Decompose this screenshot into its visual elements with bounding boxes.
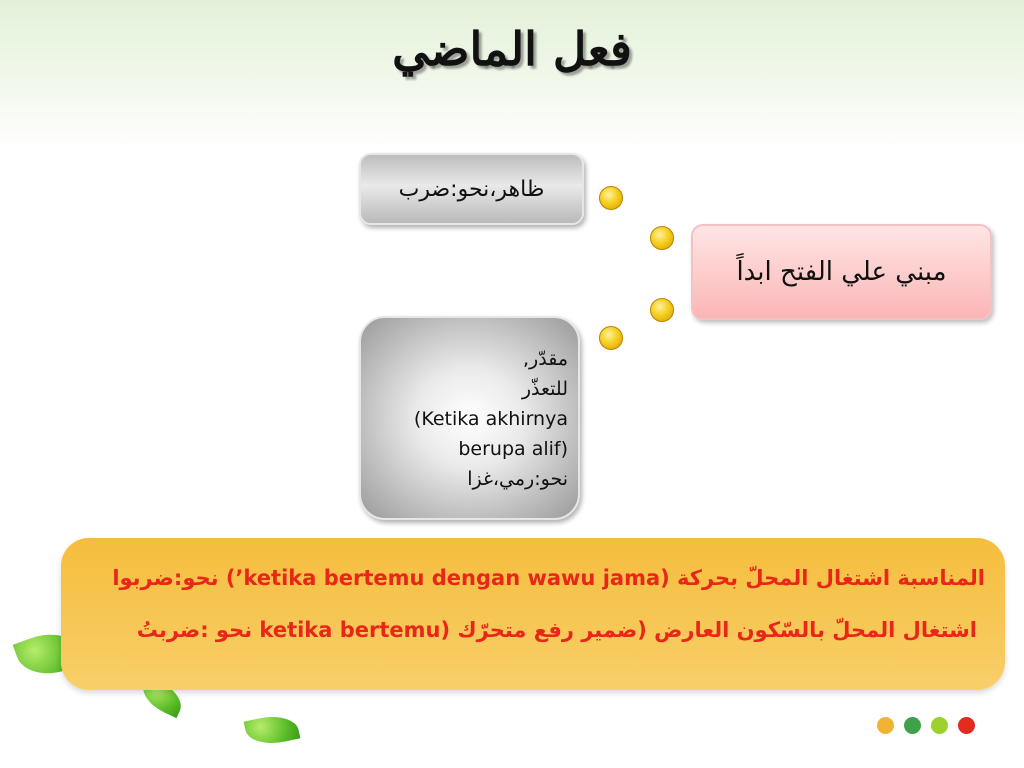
muqaddar-line-1: مقدّر, <box>523 348 568 370</box>
bullet-dot-icon <box>599 326 623 350</box>
muqaddar-line-5: نحو:رمي،غزا <box>467 468 568 490</box>
muqaddar-line-2: للتعذّر <box>521 378 568 400</box>
nav-dot-red <box>958 717 975 734</box>
pink-box-mabni <box>691 224 992 320</box>
grey-box-zahir <box>359 153 584 225</box>
leaf-decoration-icon <box>244 711 301 749</box>
nav-dot-orange <box>877 717 894 734</box>
pink-box-mabni-text: مبني علي الفتح ابداً <box>736 257 947 287</box>
bullet-dot-icon <box>650 298 674 322</box>
grey-box-muqaddar <box>359 316 580 520</box>
nav-dot-lime <box>931 717 948 734</box>
panel-line-1: المناسبة اشتغال المحلّ بحركة (ketika bertemu dengan wawu jama’) نحو:ضربوا <box>112 566 985 590</box>
nav-dot-green <box>904 717 921 734</box>
muqaddar-line-4: berupa alif) <box>458 438 568 460</box>
bullet-dot-icon <box>599 186 623 210</box>
bullet-dot-icon <box>650 226 674 250</box>
muqaddar-line-3: (Ketika akhirnya <box>413 408 568 430</box>
slide-title: فعل الماضي <box>392 22 632 76</box>
yellow-info-panel <box>61 538 1005 690</box>
panel-line-2: اشتغال المحلّ بالسّكون العارض (ضمير رفع متحرّك (ketika bertemu نحو :ضربتُ <box>136 618 977 642</box>
grey-box-zahir-text: ظاهر،نحو:ضرب <box>398 176 545 202</box>
